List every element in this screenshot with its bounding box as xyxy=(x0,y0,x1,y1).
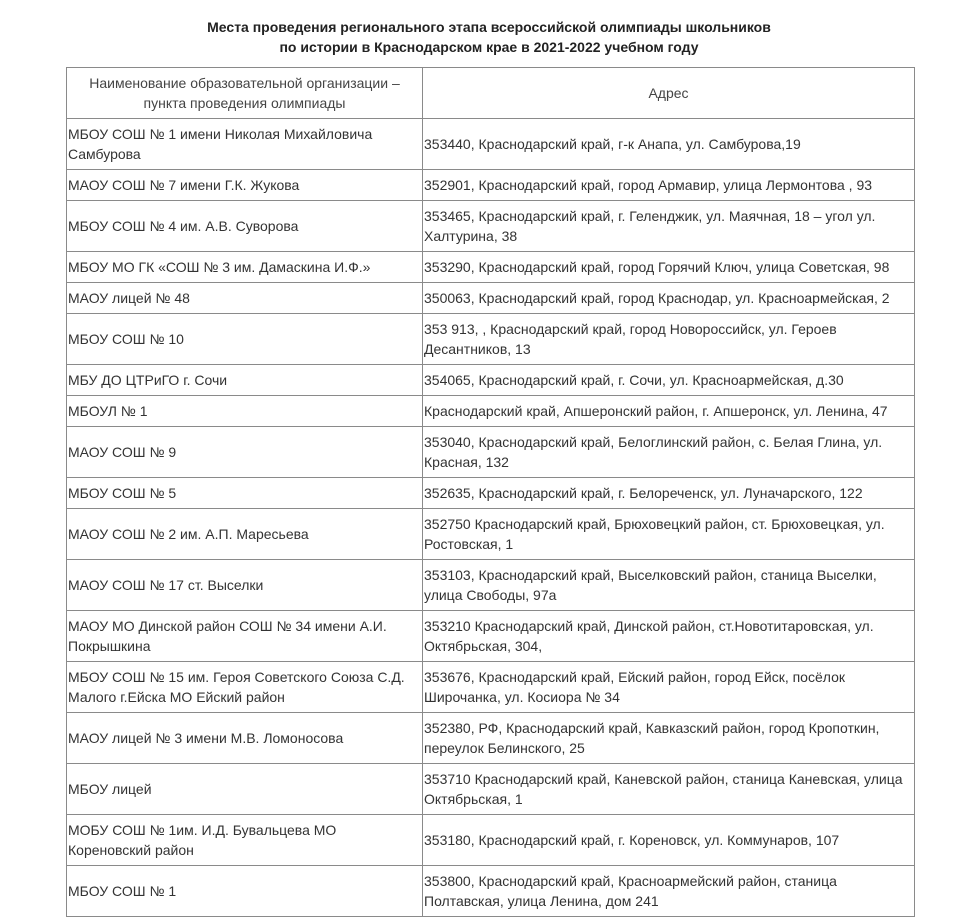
organization-cell: МБОУ СОШ № 10 xyxy=(67,314,423,365)
address-cell: 353800, Краснодарский край, Красноармейский район, станица Полтавская, улица Ленина, дом 241 xyxy=(423,866,915,917)
address-cell: 353290, Краснодарский край, город Горячий Ключ, улица Советская, 98 xyxy=(423,252,915,283)
address-cell: 353465, Краснодарский край, г. Геленджик, ул. Маячная, 18 – угол ул. Халтурина, 38 xyxy=(423,201,915,252)
organization-cell: МАОУ СОШ № 9 xyxy=(67,427,423,478)
table-row xyxy=(67,201,915,252)
organization-cell: МБОУ СОШ № 15 им. Героя Советского Союза С.Д. Малого г.Ейска МО Ейский район xyxy=(67,662,423,713)
organization-cell: МБОУ МО ГК «СОШ № 3 им. Дамаскина И.Ф.» xyxy=(67,252,423,283)
organization-cell: МБУ ДО ЦТРиГО г. Сочи xyxy=(67,365,423,396)
table-row xyxy=(67,283,915,314)
column-header-address: Адрес xyxy=(423,68,915,119)
column-header-organization: Наименование образовательной организации – пункта проведения олимпиады xyxy=(67,68,423,119)
address-cell: 352635, Краснодарский край, г. Белореченск, ул. Луначарского, 122 xyxy=(423,478,915,509)
organization-cell: МАОУ лицей № 3 имени М.В. Ломоносова xyxy=(67,713,423,764)
address-cell: 352901, Краснодарский край, город Армавир, улица Лермонтова , 93 xyxy=(423,170,915,201)
page-title-line-2: по истории в Краснодарском крае в 2021-2022 учебном году xyxy=(279,39,699,55)
organization-cell: МАОУ МО Динской район СОШ № 34 имени А.И. Покрышкина xyxy=(67,611,423,662)
organization-cell: МОБУ СОШ № 1им. И.Д. Бувальцева МО Кореновский район xyxy=(67,815,423,866)
address-cell: 353210 Краснодарский край, Динской район, ст.Новотитаровская, ул. Октябрьская, 304, xyxy=(423,611,915,662)
organization-cell: МАОУ СОШ № 17 ст. Выселки xyxy=(67,560,423,611)
table-row xyxy=(67,713,915,764)
table-row xyxy=(67,560,915,611)
table-row xyxy=(67,815,915,866)
table-row xyxy=(67,396,915,427)
page-title-line-1: Места проведения регионального этапа всероссийской олимпиады школьников xyxy=(207,19,771,35)
table-row xyxy=(67,509,915,560)
table-row xyxy=(67,427,915,478)
venues-table xyxy=(66,67,915,917)
table-row xyxy=(67,314,915,365)
address-cell: 353 913, , Краснодарский край, город Новороссийск, ул. Героев Десантников, 13 xyxy=(423,314,915,365)
address-cell: 353710 Краснодарский край, Каневской район, станица Каневская, улица Октябрьская, 1 xyxy=(423,764,915,815)
page-title xyxy=(0,17,978,57)
table-row xyxy=(67,478,915,509)
table-header-row xyxy=(67,68,915,119)
organization-cell: МБОУЛ № 1 xyxy=(67,396,423,427)
organization-cell: МАОУ СОШ № 7 имени Г.К. Жукова xyxy=(67,170,423,201)
organization-cell: МБОУ СОШ № 5 xyxy=(67,478,423,509)
table-row xyxy=(67,611,915,662)
address-cell: 354065, Краснодарский край, г. Сочи, ул. Красноармейская, д.30 xyxy=(423,365,915,396)
address-cell: 352750 Краснодарский край, Брюховецкий район, ст. Брюховецкая, ул. Ростовская, 1 xyxy=(423,509,915,560)
organization-cell: МАОУ СОШ № 2 им. А.П. Маресьева xyxy=(67,509,423,560)
organization-cell: МБОУ СОШ № 1 имени Николая Михайловича Самбурова xyxy=(67,119,423,170)
table-row xyxy=(67,170,915,201)
address-cell: 353676, Краснодарский край, Ейский район, город Ейск, посёлок Широчанка, ул. Косиора № 34 xyxy=(423,662,915,713)
table-row xyxy=(67,252,915,283)
organization-cell: МБОУ СОШ № 1 xyxy=(67,866,423,917)
address-cell: 353180, Краснодарский край, г. Кореновск, ул. Коммунаров, 107 xyxy=(423,815,915,866)
address-cell: 353040, Краснодарский край, Белоглинский район, с. Белая Глина, ул. Красная, 132 xyxy=(423,427,915,478)
table-row xyxy=(67,119,915,170)
address-cell: 353103, Краснодарский край, Выселковский район, станица Выселки, улица Свободы, 97а xyxy=(423,560,915,611)
table-row xyxy=(67,662,915,713)
organization-cell: МАОУ лицей № 48 xyxy=(67,283,423,314)
table-row xyxy=(67,365,915,396)
address-cell: 350063, Краснодарский край, город Краснодар, ул. Красноармейская, 2 xyxy=(423,283,915,314)
table-row xyxy=(67,764,915,815)
address-cell: Краснодарский край, Апшеронский район, г. Апшеронск, ул. Ленина, 47 xyxy=(423,396,915,427)
address-cell: 352380, РФ, Краснодарский край, Кавказский район, город Кропоткин, переулок Белинского, 25 xyxy=(423,713,915,764)
organization-cell: МБОУ лицей xyxy=(67,764,423,815)
address-cell: 353440, Краснодарский край, г-к Анапа, ул. Самбурова,19 xyxy=(423,119,915,170)
organization-cell: МБОУ СОШ № 4 им. А.В. Суворова xyxy=(67,201,423,252)
table-row xyxy=(67,866,915,917)
